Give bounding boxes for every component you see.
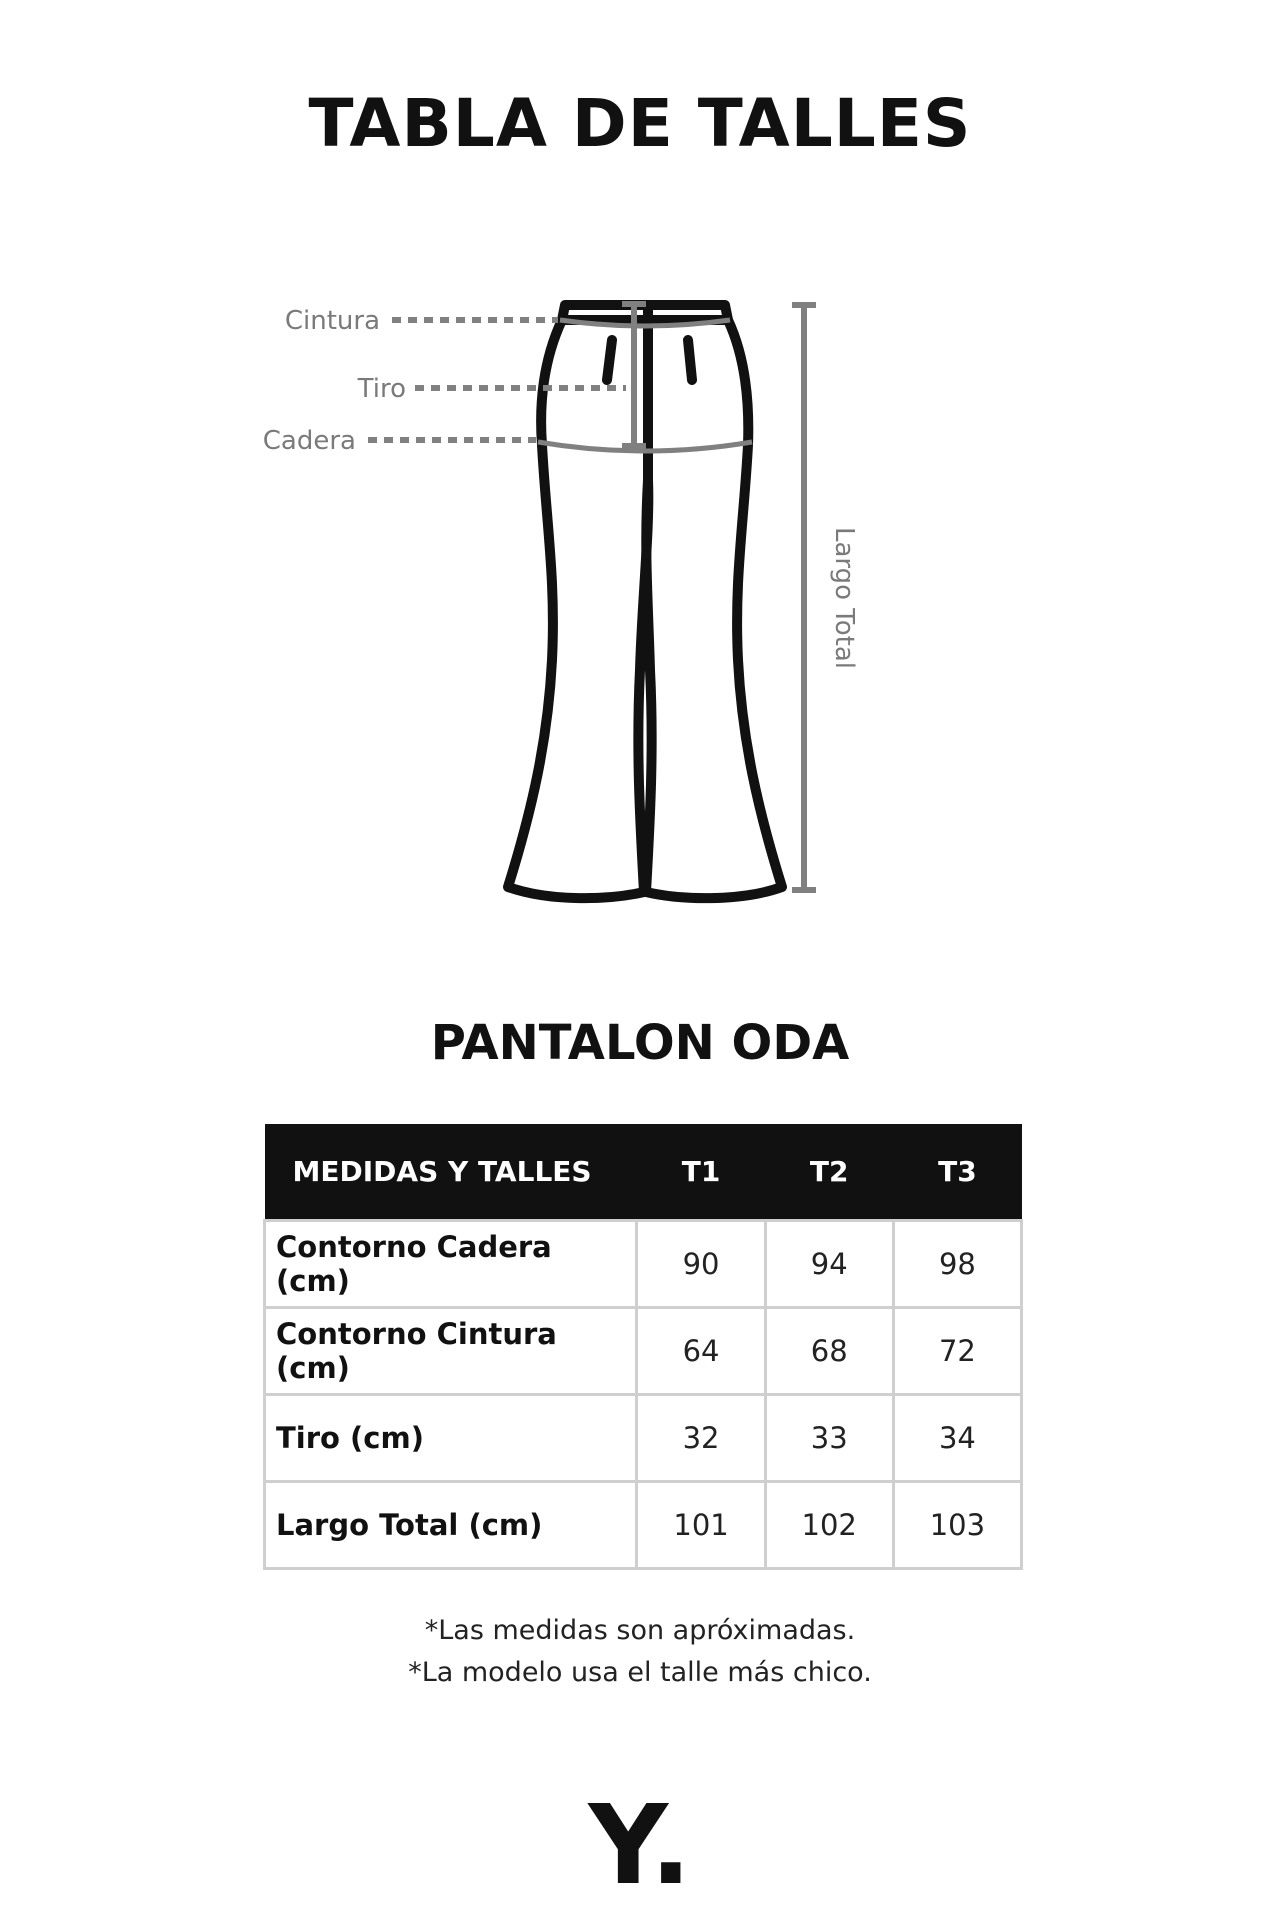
pants-pocket-left — [607, 340, 612, 380]
row-label-contorno-cintura: Contorno Cintura (cm) — [265, 1308, 637, 1395]
table-row — [265, 1308, 1022, 1395]
row-label-tiro: Tiro (cm) — [265, 1395, 637, 1482]
cell-value: 32 — [637, 1395, 765, 1482]
pants-illustration — [262, 280, 880, 920]
header-size-t3: T3 — [893, 1124, 1021, 1221]
page-title: TABLA DE TALLES — [308, 85, 972, 162]
cell-value: 72 — [893, 1308, 1021, 1395]
label-cintura: Cintura — [284, 306, 380, 336]
label-cadera: Cadera — [262, 426, 356, 456]
note-model-size: *La modelo usa el talle más chico. — [408, 1657, 872, 1688]
cell-value: 90 — [637, 1221, 765, 1308]
header-size-t1: T1 — [637, 1124, 765, 1221]
table-row — [265, 1482, 1022, 1569]
cell-value: 94 — [765, 1221, 893, 1308]
table-row — [265, 1221, 1022, 1308]
pants-left-leg — [508, 305, 648, 898]
row-label-largo-total: Largo Total (cm) — [265, 1482, 637, 1569]
pants-right-leg — [646, 305, 782, 898]
cell-value: 101 — [637, 1482, 765, 1569]
header-size-t2: T2 — [765, 1124, 893, 1221]
measurement-notes — [0, 1610, 1280, 1694]
product-title: PANTALON ODA — [430, 1015, 850, 1071]
note-approximate: *Las medidas son apróximadas. — [424, 1615, 856, 1646]
size-table-header-row — [265, 1124, 1022, 1221]
label-tiro: Tiro — [357, 374, 406, 404]
header-label: MEDIDAS Y TALLES — [265, 1124, 637, 1221]
pants-measurement-diagram — [262, 280, 880, 920]
cell-value: 64 — [637, 1308, 765, 1395]
cell-value: 68 — [765, 1308, 893, 1395]
cell-value: 34 — [893, 1395, 1021, 1482]
cell-value: 102 — [765, 1482, 893, 1569]
brand-logo: Y. — [588, 1781, 692, 1909]
cell-value: 98 — [893, 1221, 1021, 1308]
size-table — [263, 1124, 1023, 1570]
cell-value: 33 — [765, 1395, 893, 1482]
table-row — [265, 1395, 1022, 1482]
label-largo-total: Largo Total — [829, 526, 859, 670]
pants-outline — [508, 305, 782, 898]
cell-value: 103 — [893, 1482, 1021, 1569]
row-label-contorno-cadera: Contorno Cadera (cm) — [265, 1221, 637, 1308]
pants-pocket-right — [688, 340, 692, 380]
